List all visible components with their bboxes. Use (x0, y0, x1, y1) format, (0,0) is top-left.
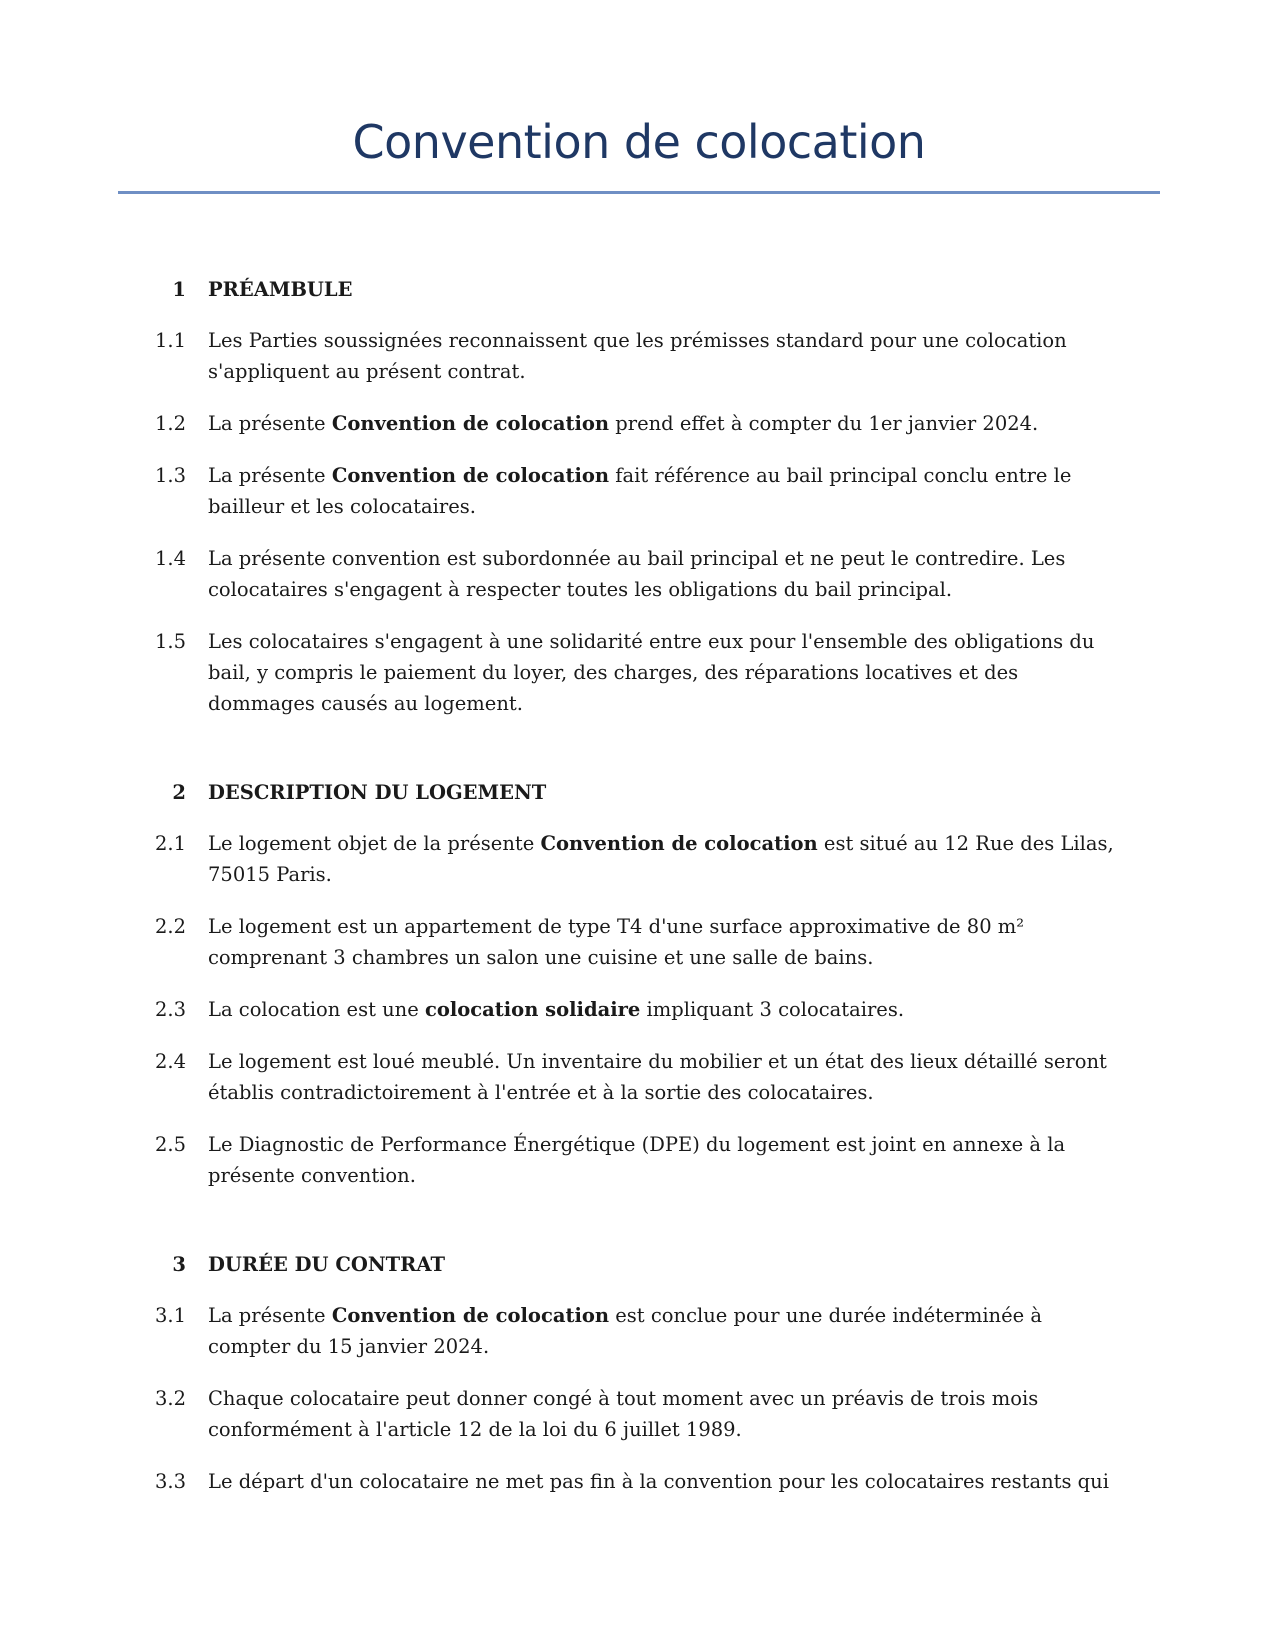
clause-number: 1.5 (154, 630, 186, 653)
clause-text (208, 1383, 1130, 1445)
clause-text (208, 1300, 1130, 1362)
clause-number: 2.1 (154, 832, 186, 855)
clause-text (208, 1129, 1130, 1191)
section-title: DESCRIPTION DU LOGEMENT (208, 781, 547, 804)
section-2 (140, 777, 1130, 1191)
clause-number: 2.2 (154, 915, 186, 938)
clause-3-2 (140, 1383, 1130, 1445)
clause-text (208, 994, 1130, 1025)
clause-2-4 (140, 1046, 1130, 1108)
clause-number: 1.3 (154, 464, 186, 487)
clause-number: 3.2 (154, 1387, 186, 1410)
clause-2-2 (140, 911, 1130, 973)
defined-term: Convention de colocation (331, 1304, 610, 1327)
clause-number: 3.1 (154, 1304, 186, 1327)
section-number: 1 (172, 278, 186, 301)
clause-2-3 (140, 994, 1130, 1025)
clause-text (208, 543, 1130, 605)
clause-text (208, 1466, 1130, 1497)
section-3 (140, 1249, 1130, 1497)
clause-text-segment: Le Diagnostic de Performance Énergétique (DPE) du logement est joint en annexe à la présente convention. (208, 1133, 1066, 1187)
clause-text-segment: est situé au 12 Rue des Lilas, 75015 Paris. (208, 832, 1114, 886)
clause-text-segment: La colocation est une (208, 998, 425, 1021)
clause-text-segment: La présente (208, 1304, 332, 1327)
section-heading (140, 274, 1130, 305)
section-title: DURÉE DU CONTRAT (208, 1253, 445, 1276)
document-body (140, 274, 1130, 1518)
section-heading (140, 777, 1130, 808)
clause-2-5 (140, 1129, 1130, 1191)
clause-text-segment: Le logement est loué meublé. Un inventaire du mobilier et un état des lieux détaillé seront établis contradictoirement à l'entrée et à la sortie des colocataires. (208, 1050, 1107, 1104)
clause-text-segment: Chaque colocataire peut donner congé à tout moment avec un préavis de trois mois conformément à l'article 12 de la loi du 6 juillet 1989. (208, 1387, 1039, 1441)
defined-term: colocation solidaire (424, 998, 641, 1021)
section-title: PRÉAMBULE (208, 278, 353, 301)
clause-3-1 (140, 1300, 1130, 1362)
title-underline (118, 191, 1160, 194)
clause-text (208, 408, 1130, 439)
clause-text-segment: La présente convention est subordonnée au bail principal et ne peut le contredire. Les colocataires s'engagent à respecter toutes les obligations du bail principal. (208, 547, 1066, 601)
clause-1-4 (140, 543, 1130, 605)
clause-text (208, 911, 1130, 973)
clause-text-segment: impliquant 3 colocataires. (640, 998, 905, 1021)
clause-number: 1.2 (154, 412, 186, 435)
section-heading (140, 1249, 1130, 1280)
clause-3-3 (140, 1466, 1130, 1497)
clause-text (208, 1046, 1130, 1108)
section-1 (140, 274, 1130, 719)
clause-text-segment: Les Parties soussignées reconnaissent que les prémisses standard pour une colocation s'appliquent au présent contrat. (208, 329, 1067, 383)
clause-text-segment: La présente (208, 464, 332, 487)
clause-text (208, 626, 1130, 719)
clause-number: 3.3 (154, 1470, 186, 1493)
clause-1-1 (140, 325, 1130, 387)
defined-term: Convention de colocation (540, 832, 818, 855)
clause-text (208, 828, 1130, 890)
document-title: Convention de colocation (352, 115, 926, 169)
clause-1-3 (140, 460, 1130, 522)
clause-text-segment: fait référence au bail principal conclu entre le bailleur et les colocataires. (208, 464, 1072, 518)
clause-number: 2.4 (154, 1050, 186, 1073)
defined-term: Convention de colocation (331, 464, 610, 487)
clause-number: 1.4 (154, 547, 186, 570)
clause-1-2 (140, 408, 1130, 439)
clause-number: 2.5 (154, 1133, 186, 1156)
clause-text-segment: La présente (208, 412, 332, 435)
section-number: 3 (172, 1253, 186, 1276)
defined-term: Convention de colocation (331, 412, 610, 435)
clause-text-segment: est conclue pour une durée indéterminée à compter du 15 janvier 2024. (208, 1304, 1043, 1358)
clause-2-1 (140, 828, 1130, 890)
clause-text (208, 460, 1130, 522)
section-number: 2 (172, 781, 186, 804)
clause-number: 2.3 (154, 998, 186, 1021)
clause-text-segment: Le logement objet de la présente (208, 832, 541, 855)
clause-number: 1.1 (154, 329, 186, 352)
clause-text-segment: Les colocataires s'engagent à une solidarité entre eux pour l'ensemble des obligations du bail, y compris le paiement du loyer, des charges, des réparations locatives et des dommages causés au logement. (208, 630, 1095, 715)
clause-text-segment: Le logement est un appartement de type T4 d'une surface approximative de 80 m² comprenant 3 chambres un salon une cuisine et une salle de bains. (208, 915, 1025, 969)
clause-text (208, 325, 1130, 387)
clause-text-segment: Le départ d'un colocataire ne met pas fin à la convention pour les colocataires restants qui (208, 1470, 1109, 1493)
clause-text-segment: prend effet à compter du 1er janvier 2024. (609, 412, 1039, 435)
clause-1-5 (140, 626, 1130, 719)
